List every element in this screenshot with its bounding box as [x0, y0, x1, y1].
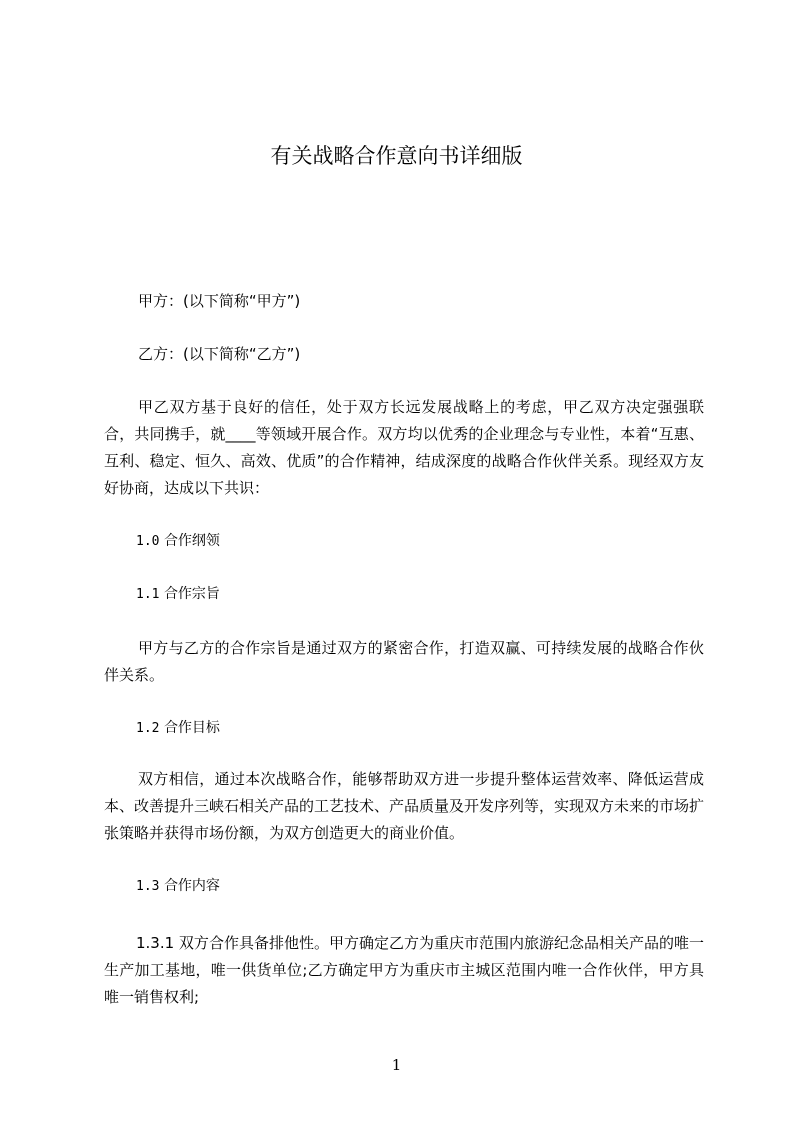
party-b-line: 乙方：(以下简称“乙方”) [138, 345, 301, 363]
section-1-1-paragraph: 甲方与乙方的合作宗旨是通过双方的紧密合作，打造双赢、可持续发展的战略合作伙伴关系。 [104, 639, 704, 684]
section-number: 1.2 [136, 721, 160, 736]
section-1-1-heading [136, 584, 220, 605]
section-number: 1.3 [136, 879, 160, 894]
section-title: 合作纲领 [163, 533, 220, 549]
section-1-2-paragraph: 双方相信，通过本次战略合作，能够帮助双方进一步提升整体运营效率、降低运营成本、改善提升三峡石相关产品的工艺技术、产品质量及开发序列等，实现双方未来的市场扩张策略并获得市场份额，为双方创造更大的商业价值。 [104, 770, 705, 842]
section-1-3-heading [136, 876, 220, 897]
section-number: 1.0 [136, 534, 160, 549]
section-title: 合作内容 [163, 878, 220, 894]
section-title: 合作宗旨 [163, 586, 220, 602]
intro-paragraph: 甲乙双方基于良好的信任，处于双方长远发展战略上的考虑，甲乙双方决定强强联合，共同携手，就____等领域开展合作。双方均以优秀的企业理念与专业性，本着“互惠、互利、稳定、恒久、高效、优质”的合作精神，结成深度的战略合作伙伴关系。现经双方友好协商，达成以下共识： [104, 398, 704, 497]
section-1-0-heading [136, 531, 220, 552]
party-a-line: 甲方：(以下简称“甲方”) [138, 292, 301, 310]
section-1-3-1-paragraph: 1.3.1 双方合作具备排他性。甲方确定乙方为重庆市范围内旅游纪念品相关产品的唯一生产加工基地，唯一供货单位;乙方确定甲方为重庆市主城区范围内唯一合作伙伴，甲方具唯一销售权利; [104, 934, 704, 1006]
document-title: 有关战略合作意向书详细版 [270, 144, 523, 168]
page-number: 1 [391, 1056, 402, 1074]
section-number: 1.1 [136, 587, 160, 602]
section-title: 合作目标 [163, 720, 220, 736]
section-1-2-heading [136, 718, 220, 739]
